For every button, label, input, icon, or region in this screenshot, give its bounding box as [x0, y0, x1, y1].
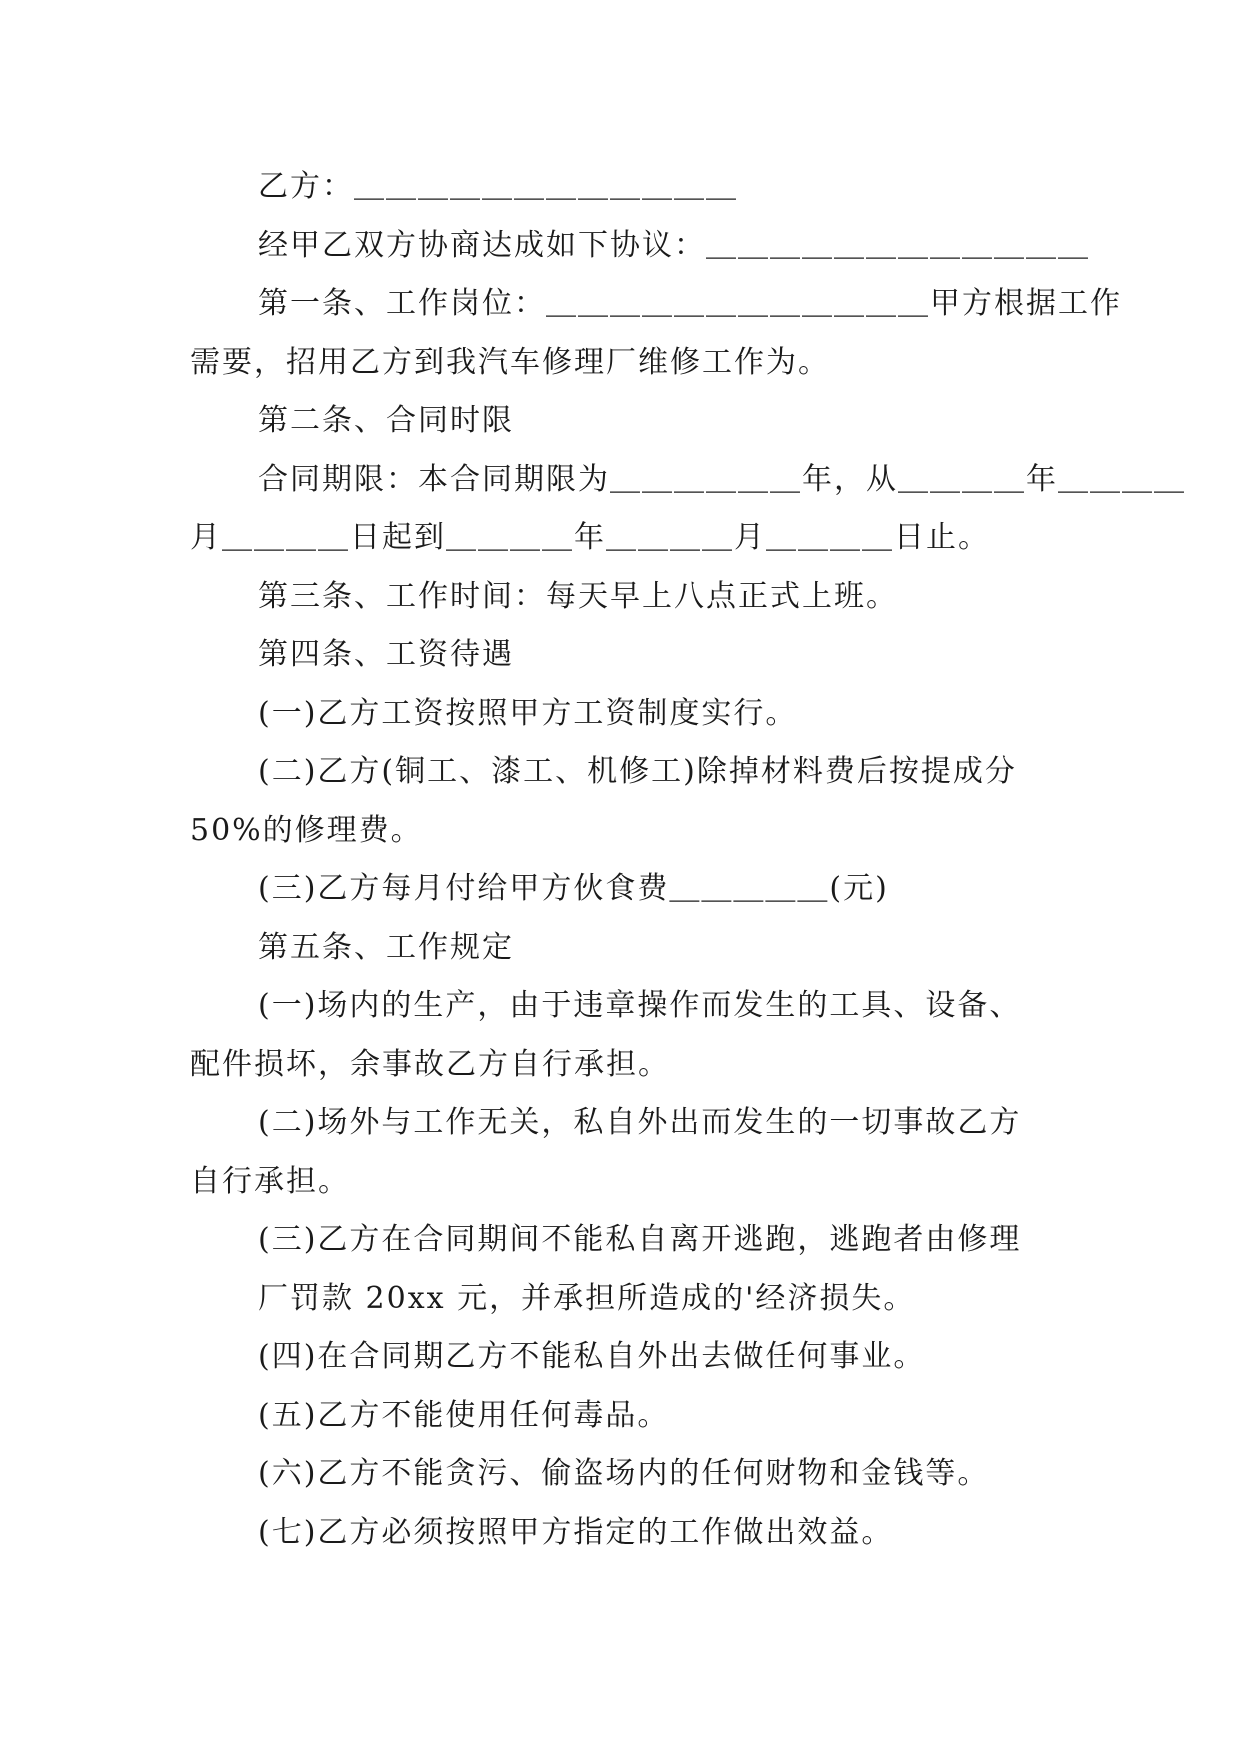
article-5-item-1: (一)场内的生产，由于违章操作而发生的工具、设备、	[258, 988, 1022, 1023]
article-5-item-2: (二)场外与工作无关，私自外出而发生的一切事故乙方	[258, 1105, 1022, 1140]
article-2-term-continued: 月＿＿＿＿日起到＿＿＿＿年＿＿＿＿月＿＿＿＿日止。	[190, 520, 990, 555]
article-5-item-7: (七)乙方必须按照甲方指定的工作做出效益。	[258, 1514, 894, 1550]
article-5-heading: 第五条、工作规定	[258, 929, 514, 965]
article-5-item-4: (四)在合同期乙方不能私自外出去做任何事业。	[258, 1339, 926, 1374]
article-4-item-3: (三)乙方每月付给甲方伙食费＿＿＿＿＿(元)	[258, 871, 889, 906]
article-5-item-5: (五)乙方不能使用任何毒品。	[258, 1397, 670, 1433]
article-5-item-3: (三)乙方在合同期间不能私自离开逃跑，逃跑者由修理	[258, 1222, 1022, 1257]
party-b-line: 乙方：＿＿＿＿＿＿＿＿＿＿＿＿	[258, 169, 738, 204]
article-2-heading: 第二条、合同时限	[258, 403, 514, 438]
article-5-item-6: (六)乙方不能贪污、偷盗场内的任何财物和金钱等。	[258, 1456, 990, 1491]
article-3-hours: 第三条、工作时间：每天早上八点正式上班。	[258, 578, 898, 614]
article-5-item-3-continued: 厂罚款 20xx 元，并承担所造成的'经济损失。	[258, 1280, 916, 1316]
article-4-item-1: (一)乙方工资按照甲方工资制度实行。	[258, 695, 798, 731]
contract-body	[190, 158, 1186, 1562]
article-4-item-2: (二)乙方(铜工、漆工、机修工)除掉材料费后按提成分	[258, 754, 1017, 789]
article-4-item-2-continued: 50%的修理费。	[190, 812, 423, 848]
agreement-intro: 经甲乙双方协商达成如下协议：＿＿＿＿＿＿＿＿＿＿＿＿	[258, 227, 1090, 263]
article-1-position: 第一条、工作岗位：＿＿＿＿＿＿＿＿＿＿＿＿甲方根据工作	[258, 286, 1122, 321]
article-2-term: 合同期限：本合同期限为＿＿＿＿＿＿年，从＿＿＿＿年＿＿＿＿	[258, 461, 1186, 497]
article-4-heading: 第四条、工资待遇	[258, 637, 514, 672]
article-5-item-2-continued: 自行承担。	[190, 1163, 350, 1199]
article-5-item-1-continued: 配件损坏，余事故乙方自行承担。	[190, 1046, 670, 1082]
article-1-continued: 需要，招用乙方到我汽车修理厂维修工作为。	[190, 344, 830, 380]
